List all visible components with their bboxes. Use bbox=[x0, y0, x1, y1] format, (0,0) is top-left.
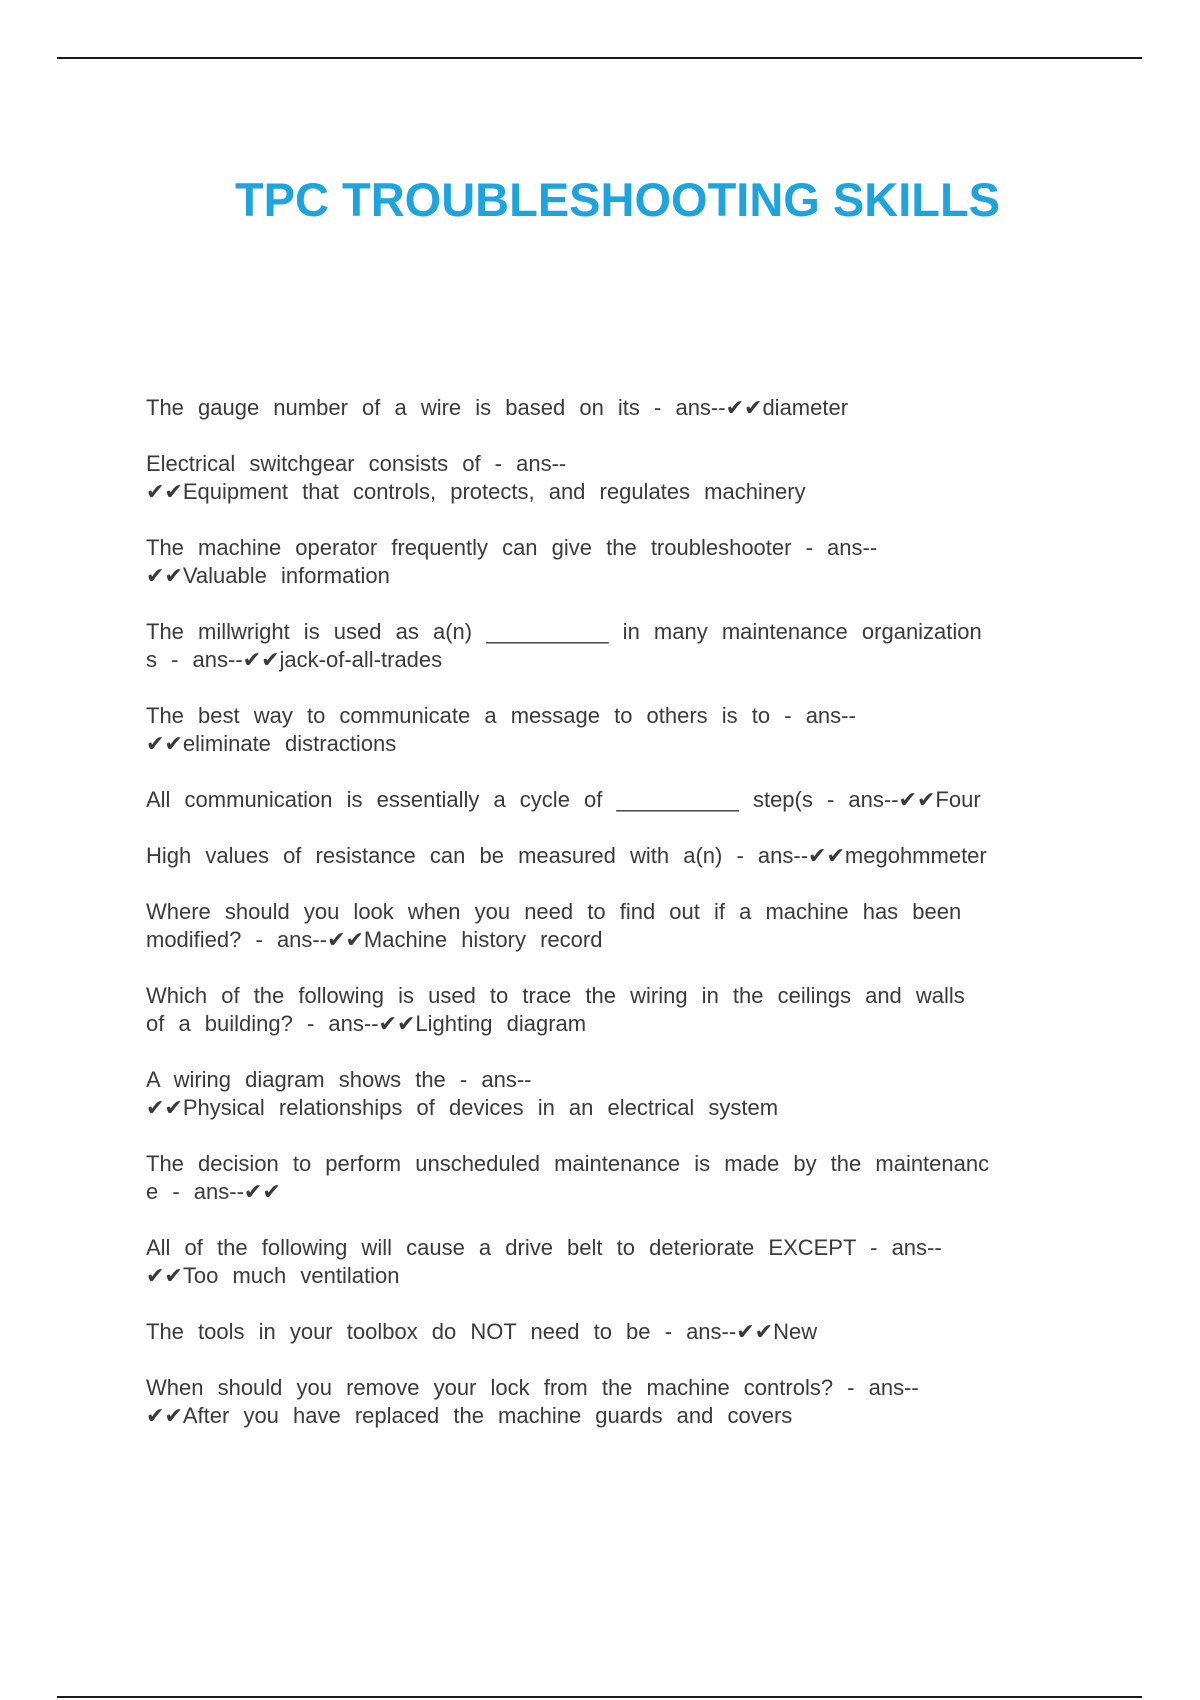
qa-item: The best way to communicate a message to others is to - ans-- ✔✔eliminate distractions bbox=[146, 703, 856, 756]
qa-item: The tools in your toolbox do NOT need to be - ans--✔✔New bbox=[146, 1319, 818, 1344]
qa-item: The machine operator frequently can give the troubleshooter - ans-- ✔✔Valuable information bbox=[146, 535, 878, 588]
qa-item: All communication is essentially a cycle of __________ step(s - ans--✔✔Four bbox=[146, 787, 981, 812]
qa-item: Electrical switchgear consists of - ans-- ✔✔Equipment that controls, protects, and regulates machinery bbox=[146, 451, 806, 504]
qa-item: A wiring diagram shows the - ans-- ✔✔Physical relationships of devices in an electrical system bbox=[146, 1067, 779, 1120]
qa-item: Which of the following is used to trace the wiring in the ceilings and walls of a building? - ans--✔✔Lighting diagram bbox=[146, 983, 965, 1036]
header-divider bbox=[57, 57, 1142, 59]
qa-item: The millwright is used as a(n) __________ in many maintenance organization s - ans--✔✔jack-of-all-trades bbox=[146, 619, 982, 672]
qa-item: High values of resistance can be measured with a(n) - ans--✔✔megohmmeter bbox=[146, 843, 987, 868]
qa-item: The gauge number of a wire is based on its - ans--✔✔diameter bbox=[146, 395, 849, 420]
qa-item: When should you remove your lock from the machine controls? - ans-- ✔✔After you have replaced the machine guards and covers bbox=[146, 1375, 919, 1428]
qa-item: Where should you look when you need to find out if a machine has been modified? - ans--✔✔Machine history record bbox=[146, 899, 962, 952]
qa-item: The decision to perform unscheduled maintenance is made by the maintenanc e - ans--✔✔ bbox=[146, 1151, 990, 1204]
footer-divider bbox=[57, 1696, 1142, 1698]
qa-item: All of the following will cause a drive belt to deteriorate EXCEPT - ans-- ✔✔Too much ventilation bbox=[146, 1235, 942, 1288]
qa-list bbox=[146, 394, 1086, 1458]
document-title: TPC TROUBLESHOOTING SKILLS bbox=[234, 173, 1001, 226]
